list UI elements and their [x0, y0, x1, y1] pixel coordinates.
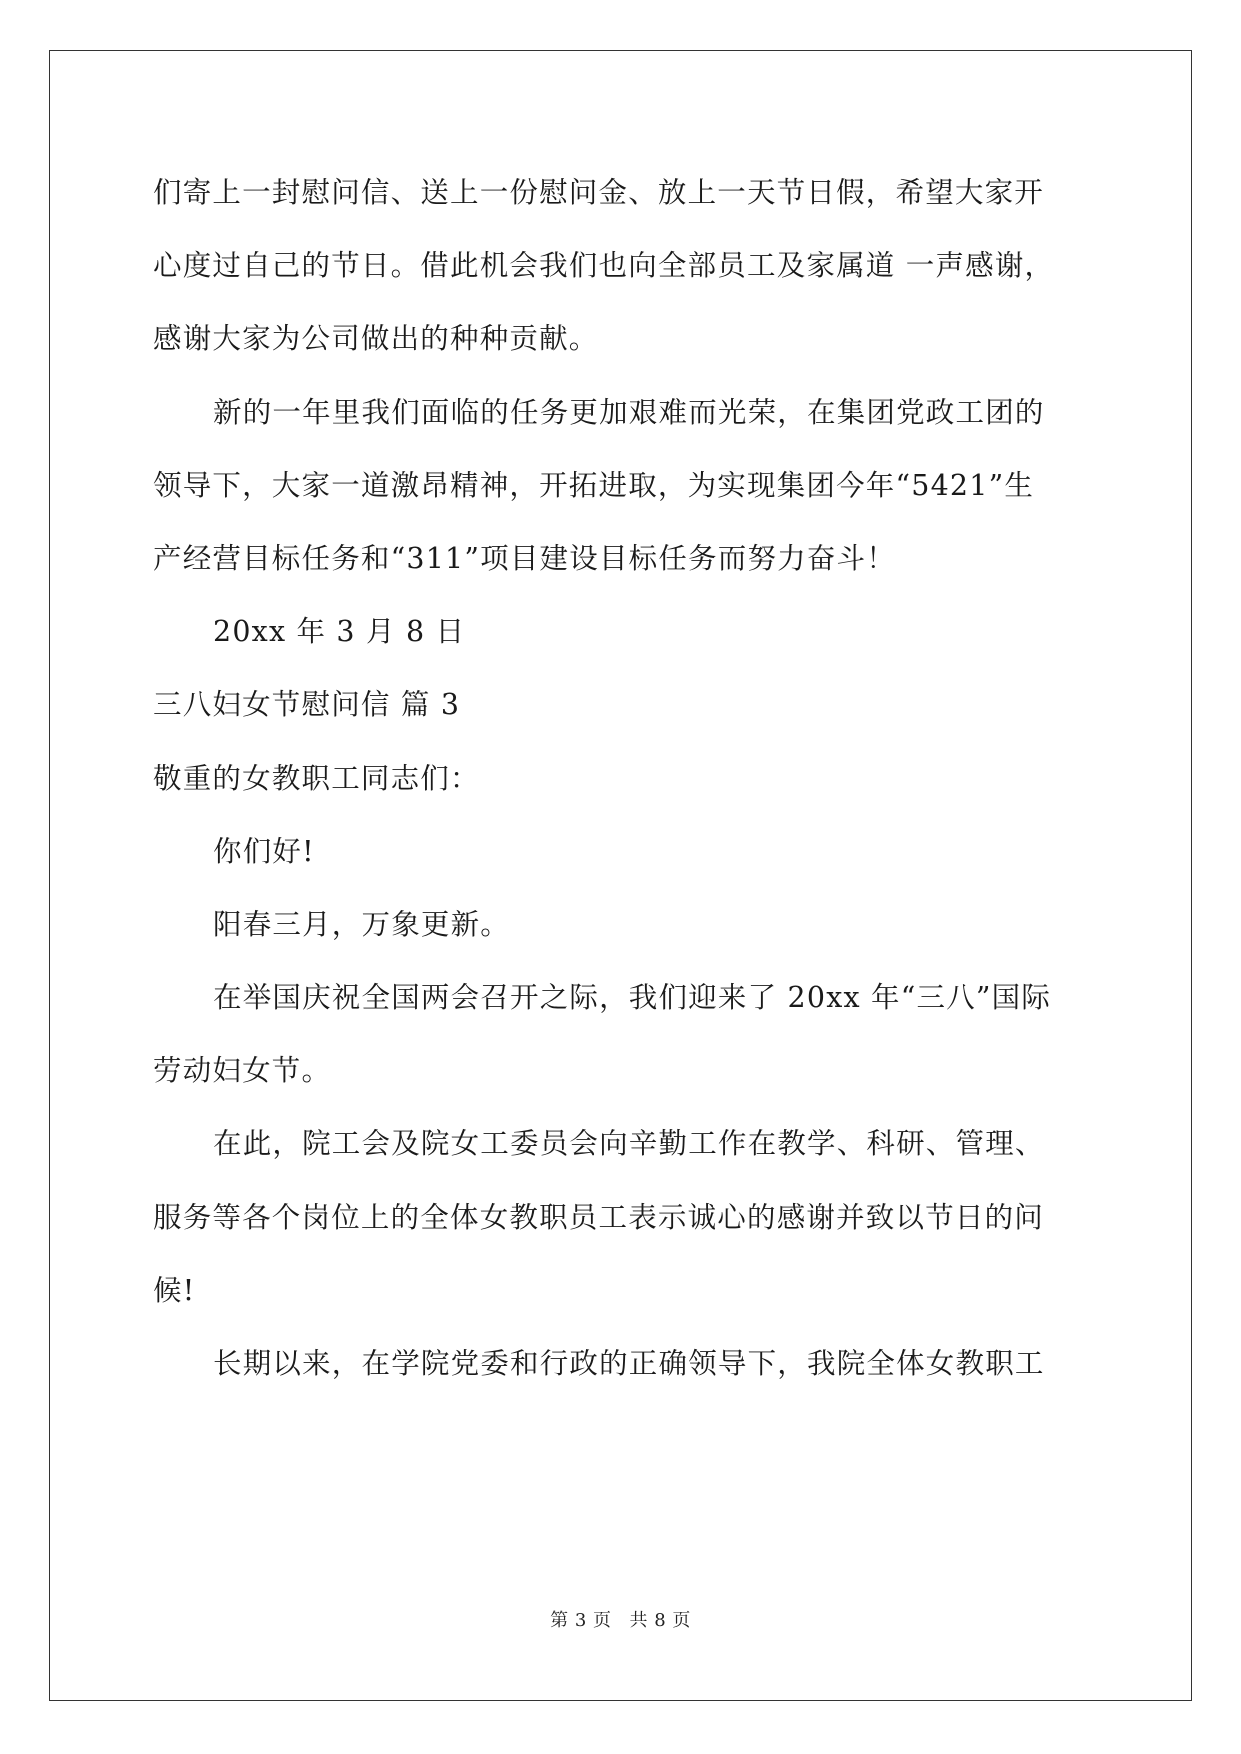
page-total: 共 8 页 [629, 1610, 691, 1631]
paragraph-line: 长期以来，在学院党委和行政的正确领导下，我院全体女教职工 [213, 1347, 1045, 1380]
paragraph-line: 产经营目标任务和“311”项目建设目标任务而努力奋斗！ [153, 541, 896, 575]
paragraph-line: 阳春三月，万象更新。 [213, 907, 511, 941]
paragraph-line: 新的一年里我们面临的任务更加艰难而光荣，在集团党政工团的 [213, 395, 1045, 429]
paragraph-line: 们寄上一封慰问信、送上一份慰问金、放上一天节日假，希望大家开 [153, 176, 1045, 209]
greeting-line: 你们好! [213, 834, 315, 868]
paragraph-line: 领导下，大家一道激昂精神，开拓进取，为实现集团今年“5421”生 [153, 468, 1035, 502]
paragraph-line: 心度过自己的节日。借此机会我们也向全部员工及家属道 一声感谢， [153, 249, 1055, 283]
paragraph-line: 感谢大家为公司做出的种种贡献。 [153, 322, 599, 356]
letter-date: 20xx 年 3 月 8 日 [213, 615, 466, 649]
letter-salutation: 敬重的女教职工同志们： [153, 761, 480, 795]
paragraph-line: 在此，院工会及院女工委员会向辛勤工作在教学、科研、管理、 [213, 1127, 1045, 1161]
page-footer [0, 1606, 1241, 1632]
paragraph-line: 服务等各个岗位上的全体女教职员工表示诚心的感谢并致以节日的问 [153, 1200, 1045, 1234]
section-heading: 三八妇女节慰问信 篇 3 [153, 688, 461, 722]
paragraph-line: 在举国庆祝全国两会召开之际，我们迎来了 20xx 年“三八”国际 [213, 981, 1052, 1015]
paragraph-line: 劳动妇女节。 [153, 1054, 332, 1088]
paragraph-line: 候! [153, 1273, 196, 1307]
page-number: 第 3 页 [550, 1610, 612, 1631]
document-body [153, 156, 1093, 1400]
